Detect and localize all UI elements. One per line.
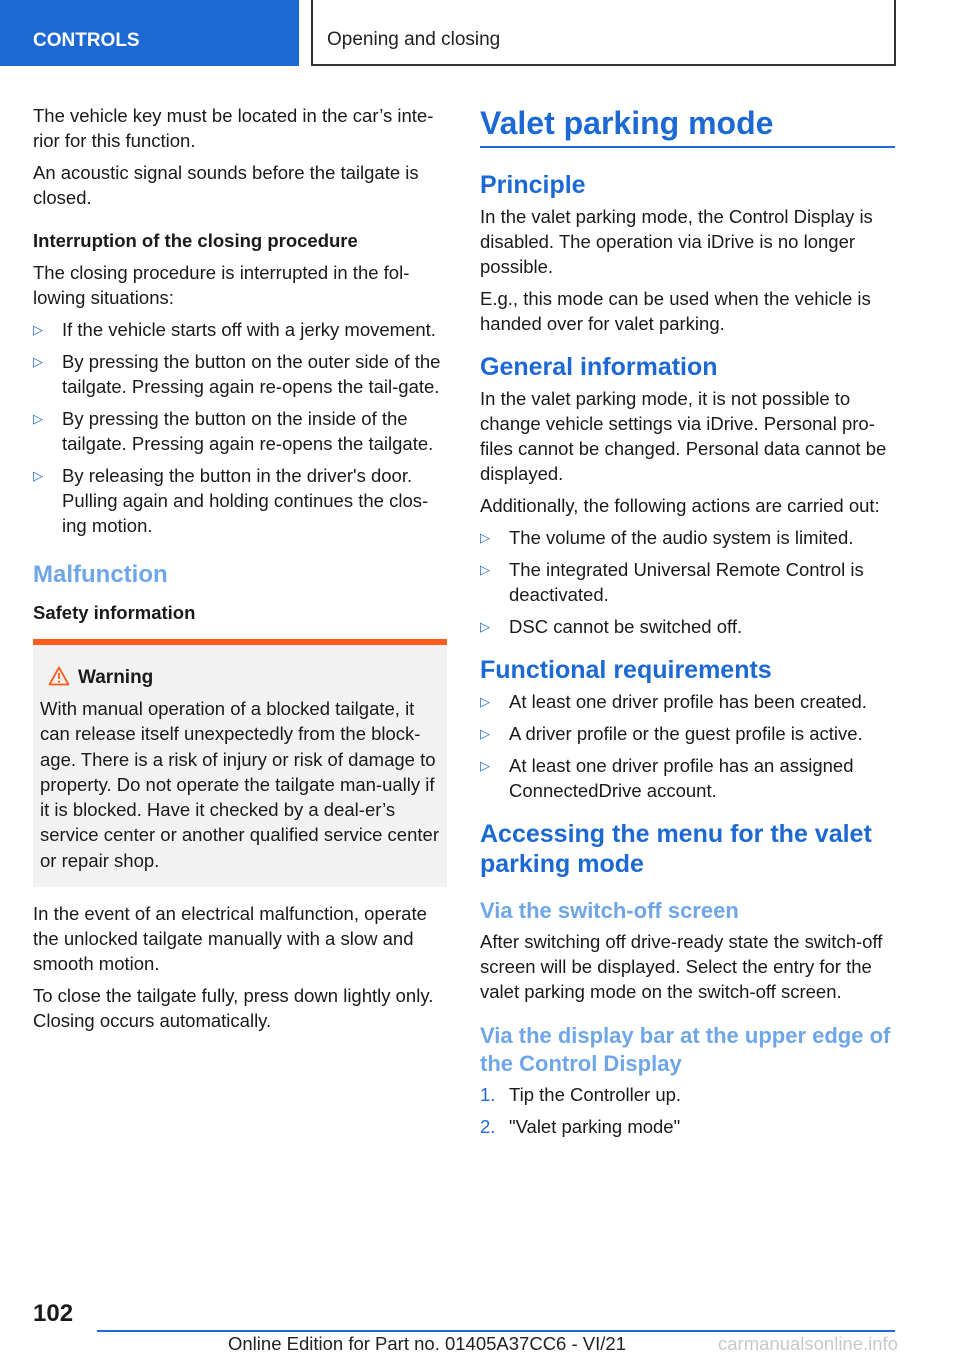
triangle-bullet-icon: ▷ bbox=[33, 322, 43, 337]
triangle-bullet-icon: ▷ bbox=[480, 562, 490, 577]
edition-text: Online Edition for Part no. 01405A37CC6 - VI/21 bbox=[228, 1333, 626, 1354]
heading-malfunction: Malfunction bbox=[33, 561, 168, 588]
triangle-bullet-icon: ▷ bbox=[33, 468, 43, 483]
list-item: 1. Tip the Controller up. bbox=[480, 1084, 682, 1105]
list-item: ▷ By releasing the button in the driver's door. Pulling again and holding continues the clos-ing motion. bbox=[33, 465, 429, 536]
warning-box bbox=[33, 639, 447, 887]
page-header bbox=[0, 0, 960, 66]
right-column bbox=[480, 103, 895, 1146]
triangle-bullet-icon: ▷ bbox=[480, 530, 490, 545]
warning-triangle-icon bbox=[48, 666, 70, 686]
triangle-bullet-icon: ▷ bbox=[480, 694, 490, 709]
list-item: ▷ At least one driver profile has an assigned ConnectedDrive account. bbox=[480, 755, 854, 801]
heading-switch-off-screen: Via the switch-off screen bbox=[480, 898, 739, 923]
list-item: ▷ A driver profile or the guest profile is active. bbox=[480, 723, 863, 744]
list-item: ▷ If the vehicle starts off with a jerky movement. bbox=[33, 319, 436, 340]
heading-functional-requirements: Functional requirements bbox=[480, 656, 772, 684]
actions-list bbox=[480, 525, 895, 639]
paragraph: After switching off drive-ready state the switch-off screen will be displayed. Select the entry for the valet parking mode on the switch-off screen. bbox=[480, 931, 883, 1002]
list-item: ▷ By pressing the button on the inside of the tailgate. Pressing again re-opens the tailgate. bbox=[33, 408, 434, 454]
list-item: ▷ At least one driver profile has been created. bbox=[480, 691, 867, 712]
triangle-bullet-icon: ▷ bbox=[480, 619, 490, 634]
triangle-bullet-icon: ▷ bbox=[33, 354, 43, 369]
list-item: ▷ DSC cannot be switched off. bbox=[480, 616, 743, 637]
watermark: carmanualsonline.info bbox=[718, 1333, 898, 1354]
interruption-list bbox=[33, 317, 447, 538]
list-item: ▷ The integrated Universal Remote Control is deactivated. bbox=[480, 559, 864, 605]
requirements-list bbox=[480, 689, 895, 803]
paragraph: Additionally, the following actions are carried out: bbox=[480, 495, 880, 516]
paragraph: In the valet parking mode, it is not possible to change vehicle settings via iDrive. Personal pro-files cannot be changed. Personal data cannot be displayed. bbox=[480, 388, 887, 484]
heading-general-information: General information bbox=[480, 353, 718, 381]
section-title: Opening and closing bbox=[311, 0, 896, 66]
heading-principle: Principle bbox=[480, 171, 586, 199]
page-title: Valet parking mode bbox=[480, 103, 895, 148]
list-item: ▷ The volume of the audio system is limited. bbox=[480, 527, 854, 548]
triangle-bullet-icon: ▷ bbox=[480, 758, 490, 773]
warning-title: Warning bbox=[40, 665, 439, 690]
heading-display-bar: Via the display bar at the upper edge of the Control Display bbox=[480, 1023, 891, 1076]
paragraph: The closing procedure is interrupted in the fol-lowing situations: bbox=[33, 262, 410, 308]
steps-list bbox=[480, 1082, 895, 1139]
list-item: ▷ By pressing the button on the outer side of the tailgate. Pressing again re-opens the tail-gate. bbox=[33, 351, 441, 397]
paragraph: E.g., this mode can be used when the vehicle is handed over for valet parking. bbox=[480, 288, 871, 334]
paragraph: An acoustic signal sounds before the tailgate is closed. bbox=[33, 162, 419, 208]
warning-text: With manual operation of a blocked tailgate, it can release itself unexpectedly from the block-age. There is a risk of injury or risk of damage to property. Do not operate the tailgate man-ually if it is blocked. Have it checked by a deal-er’s service center or another qualified service center or repair shop. bbox=[40, 698, 439, 871]
page-number: 102 bbox=[33, 1300, 74, 1327]
list-item: 2. "Valet parking mode" bbox=[480, 1116, 681, 1137]
heading-accessing-menu: Accessing the menu for the valet parking mode bbox=[480, 820, 872, 878]
triangle-bullet-icon: ▷ bbox=[480, 726, 490, 741]
paragraph: To close the tailgate fully, press down lightly only. Closing occurs automatically. bbox=[33, 985, 434, 1032]
subheading-interruption: Interruption of the closing procedure bbox=[33, 230, 358, 251]
left-column bbox=[33, 103, 447, 1040]
paragraph: The vehicle key must be located in the car’s inte-rior for this function. bbox=[33, 105, 434, 151]
subheading-safety: Safety information bbox=[33, 602, 196, 623]
paragraph: In the event of an electrical malfunction, operate the unlocked tailgate manually with a slow and smooth motion. bbox=[33, 903, 427, 975]
triangle-bullet-icon: ▷ bbox=[33, 411, 43, 426]
paragraph: In the valet parking mode, the Control Display is disabled. The operation via iDrive is no longer possible. bbox=[480, 206, 873, 277]
footer-divider bbox=[97, 1330, 895, 1332]
chapter-tab: CONTROLS bbox=[0, 0, 299, 66]
